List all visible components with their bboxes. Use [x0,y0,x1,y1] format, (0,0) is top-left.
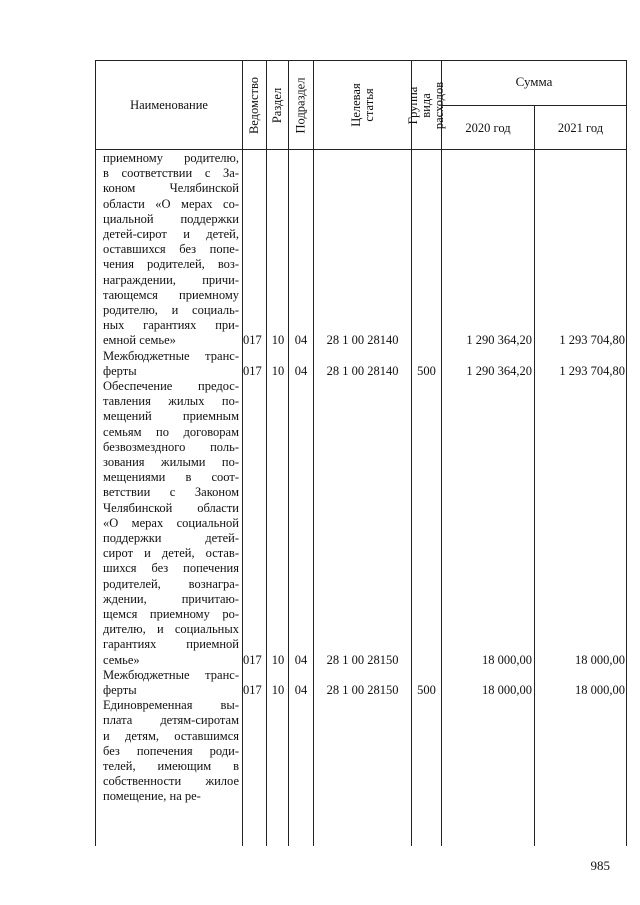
row-vedomstvo: 017 [243,683,262,697]
row-name-line: Межбюджетные транс- [103,667,239,682]
row-name-line: родителю, и социаль- [103,303,239,318]
row-name-line: щемся приемному ро- [103,607,239,622]
row-razdel: 10 [271,652,285,667]
col-border-4 [313,60,314,846]
row-name-line: Межбюджетные транс- [103,348,239,363]
header-year-2020: 2020 год [465,121,511,135]
row-name-line: в соответствии с За- [103,166,239,181]
row-name-line: «О мерах социальной [103,515,239,530]
header-razdel [267,61,288,149]
header-vedomstvo [243,61,266,149]
row-name-line: мещений приемным [103,409,239,424]
row-sum-2020: 1 290 364,20 [466,363,532,378]
row-name-line: чения родителей, воз- [103,257,239,272]
row-name-line: гарантиях приемной [103,637,239,652]
row-name [103,668,239,698]
row-sum-2021: 18 000,00 [575,652,625,667]
row-celevaya: 28 1 00 28140 [326,363,399,378]
row-name-line: награждении, причи- [103,272,239,287]
row-sum-2021: 1 293 704,80 [559,363,625,378]
row-podrazdel: 04 [294,652,308,667]
col-border-2 [266,60,267,846]
row-name-line: семье» [103,652,140,667]
row-name-line: сирот и детей, остав- [103,546,239,561]
row-name-line: ных гарантиях при- [103,318,239,333]
row-name-line: Единовременная вы- [103,698,239,713]
row-sum-2020: 1 290 364,20 [466,333,532,348]
row-name-line: Обеспечение предос- [103,379,239,393]
row-name-line: коном Челябинской [103,181,239,196]
header-name: Наименование [130,98,208,112]
row-name [103,349,239,379]
header-gruppa-text: Группа вида расходов [406,81,447,129]
header-razdel-text: Раздел [270,87,285,123]
header-vedomstvo-text: Ведомство [247,76,261,134]
header-bottom-border [95,149,627,150]
col-border-1 [242,60,243,846]
row-name-line: без попечения роди- [103,743,239,758]
row-razdel: 10 [271,333,285,348]
col-border-3 [288,60,289,846]
header-podrazdel [289,61,313,149]
row-podrazdel: 04 [294,683,308,697]
page-number: 985 [590,858,610,873]
row-name-line: семьям по договорам [103,424,239,439]
row-podrazdel: 04 [294,363,308,378]
header-year-2021: 2021 год [557,121,604,135]
col-border-left [95,60,96,846]
row-name-line: области «О мерах со- [103,196,239,211]
row-sum-2021: 1 293 704,80 [559,333,625,348]
row-name-line: телей, имеющим в [103,759,239,773]
col-border-6 [441,60,442,846]
row-name-line: тающемся приемному [103,287,239,302]
header-celevaya-text: Целевая статья [348,83,376,127]
header-summa: Сумма [515,74,553,89]
row-name-line: мещениями в соот- [103,470,239,485]
row-name-line: поддержки детей- [103,531,239,546]
row-name-line: собственности жилое [103,774,239,789]
row-vedomstvo: 017 [243,652,262,667]
row-sum-2021: 18 000,00 [575,683,625,697]
row-name-line: и детям, оставшимся [103,728,239,743]
row-vedomstvo: 017 [243,363,262,378]
row-name [103,151,239,349]
row-name-line: зования жилыми по- [103,455,239,470]
row-name [103,698,239,804]
col-border-right [626,60,627,846]
row-celevaya: 28 1 00 28150 [326,652,399,667]
row-podrazdel: 04 [294,333,308,348]
header-gruppa [406,61,447,149]
row-vedomstvo: 017 [243,333,262,348]
row-name-line: родителей, вознагра- [103,576,239,591]
row-name [103,379,239,668]
row-name-line: тавления жилых по- [103,394,239,409]
row-name-line: емной семье» [103,333,176,348]
row-name-line: помещение, на ре- [103,789,201,804]
row-name-line: Челябинской области [103,500,239,515]
col-border-7 [534,105,535,846]
row-name-line: циальной поддержки [103,211,239,226]
row-name-line: детей-сирот и детей, [103,227,239,242]
row-name-line: приемному родителю, [103,151,239,165]
row-gruppa: 500 [417,363,436,378]
col-border-5 [411,60,412,846]
row-celevaya: 28 1 00 28150 [326,683,399,697]
row-name-line: безвозмездного поль- [103,439,239,454]
row-sum-2020: 18 000,00 [482,652,532,667]
row-name-line: ферты [103,363,137,378]
row-celevaya: 28 1 00 28140 [326,333,399,348]
row-razdel: 10 [271,363,285,378]
row-name-line: оставшихся без попе- [103,242,239,257]
header-celevaya [314,61,411,149]
row-razdel: 10 [271,683,285,697]
row-name-line: ветствии с Законом [103,485,239,500]
row-name-line: шихся без попечения [103,561,239,576]
row-sum-2020: 18 000,00 [482,683,532,697]
row-name-line: ждении, причитаю- [103,591,239,606]
row-name-line: плата детям-сиротам [103,713,239,728]
header-podrazdel-text: Подраздел [293,77,308,133]
row-name-line: дителю, и социальных [103,622,239,637]
row-name-line: ферты [103,683,137,697]
row-gruppa: 500 [417,683,436,697]
